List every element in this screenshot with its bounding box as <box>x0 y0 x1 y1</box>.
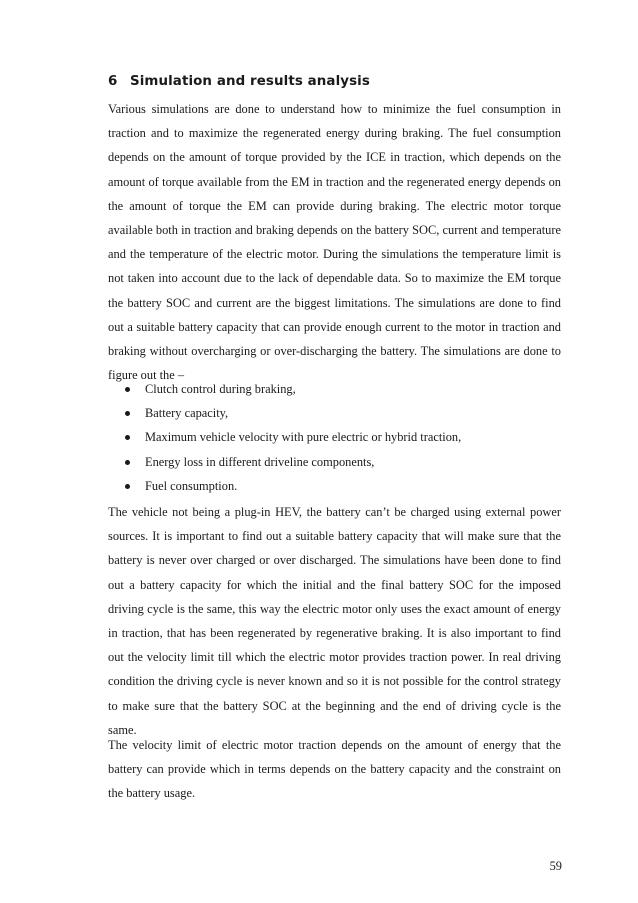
page-number: 59 <box>549 859 562 873</box>
list-item: Energy loss in different driveline components, <box>108 450 561 474</box>
bullet-list <box>108 377 561 498</box>
paragraph-intro: Various simulations are done to understand how to minimize the fuel consumption in traction and to maximize the regenerated energy during braking. The fuel consumption depends on the amount of torque provided by the ICE in traction, which depends on the amount of torque available from the EM in traction and the regenerated energy depends on the amount of torque the EM can provide during braking. The electric motor torque available both in traction and braking depends on the battery SOC, current and temperature and the temperature of the electric motor. During the simulations the temperature limit is not taken into account due to the lack of dependable data. So to maximize the EM torque the battery SOC and current are the biggest limitations. The simulations are done to find out a suitable battery capacity that can provide enough current to the motor in traction and braking without overcharging or over-discharging the battery. The simulations are done to figure out the – <box>108 102 561 383</box>
section-heading <box>108 74 568 89</box>
list-item: Maximum vehicle velocity with pure electric or hybrid traction, <box>108 425 561 449</box>
bullet-icon <box>125 411 130 416</box>
bullet-icon <box>125 435 130 440</box>
list-item: Battery capacity, <box>108 401 561 425</box>
paragraph-battery: The vehicle not being a plug-in HEV, the battery can’t be charged using external power sources. It is important to find out a suitable battery capacity that will make sure that the battery is never over charged or over discharged. The simulations have been done to find out a battery capacity for which the initial and the final battery SOC for the imposed driving cycle is the same, this way the electric motor only uses the exact amount of energy in traction, that has been regenerated by regenerative braking. It is also important to find out the velocity limit till which the electric motor provides traction power. In real driving condition the driving cycle is never known and so it is not possible for the control strategy to make sure that the battery SOC at the beginning and the end of driving cycle is the same. <box>108 505 561 737</box>
bullet-icon <box>125 460 130 465</box>
section-number: 6 <box>108 74 118 89</box>
list-item: Clutch control during braking, <box>108 377 561 401</box>
section-title: Simulation and results analysis <box>130 74 370 89</box>
list-item: Fuel consumption. <box>108 474 561 498</box>
bullet-icon <box>125 484 130 489</box>
bullet-icon <box>125 387 130 392</box>
paragraph-velocity-limit: The velocity limit of electric motor traction depends on the amount of energy that the battery can provide which in terms depends on the battery capacity and the constraint on the battery usage. <box>108 738 561 801</box>
